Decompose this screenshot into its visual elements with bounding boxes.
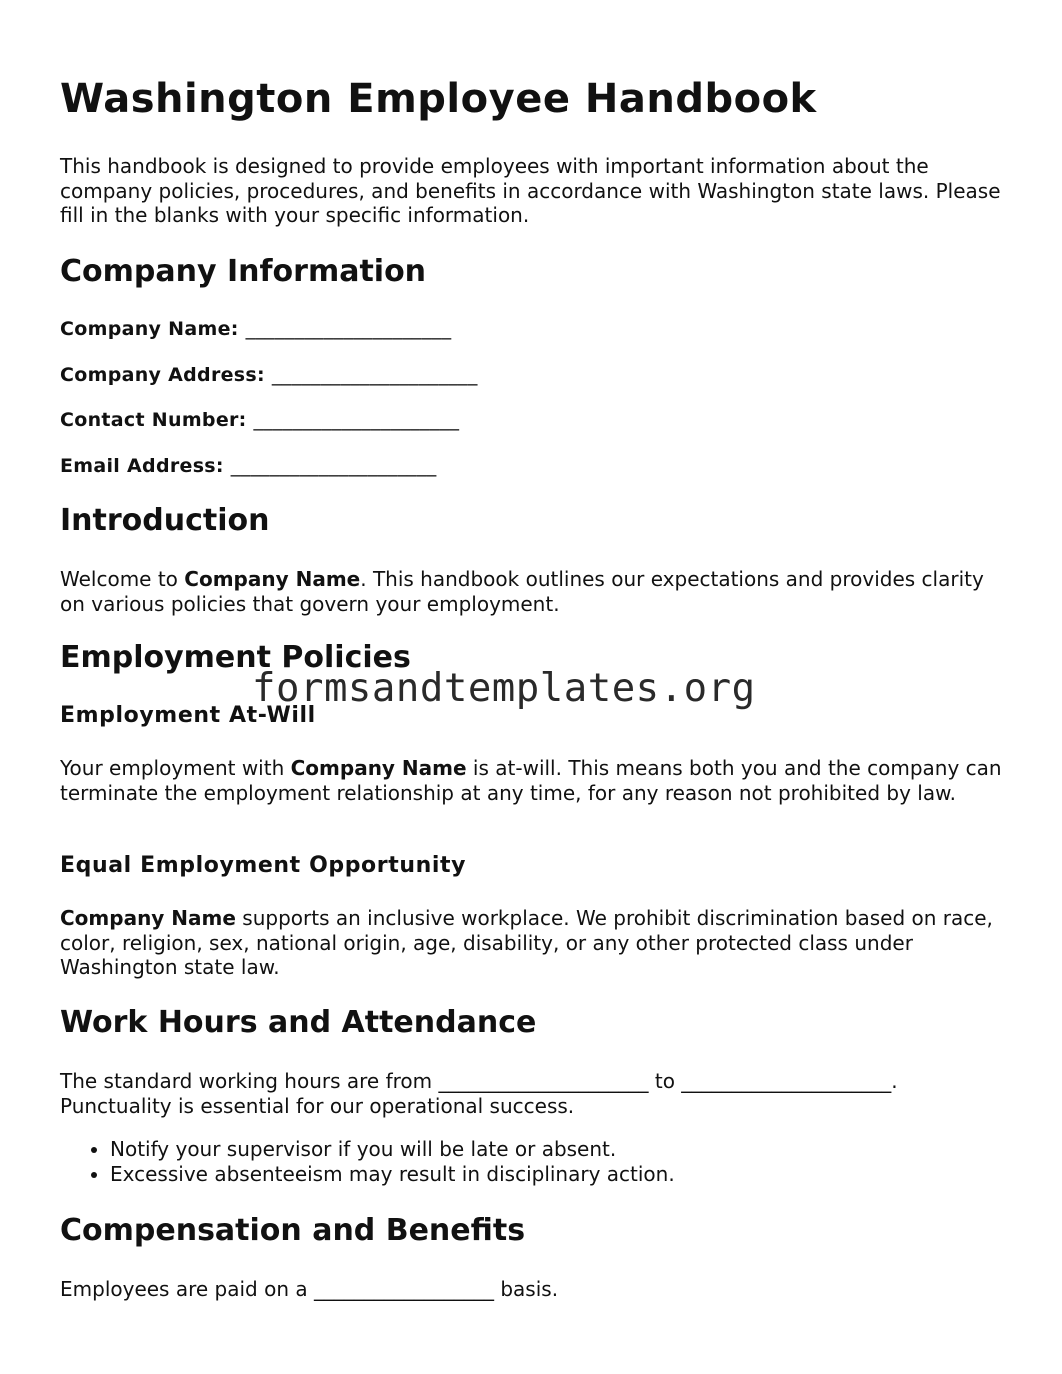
email-address-blank[interactable]: _____________________ — [230, 455, 437, 477]
company-address-label: Company Address: — [60, 364, 265, 386]
employment-at-will-heading: Employment At-Will — [60, 703, 316, 728]
work-hours-text-mid: to — [648, 1069, 682, 1093]
compensation-paragraph — [60, 1277, 1010, 1302]
pay-basis-blank[interactable]: __________________ — [313, 1277, 494, 1301]
company-name-ref: Company Name — [60, 906, 236, 930]
contact-number-field[interactable] — [60, 409, 459, 431]
eeo-heading: Equal Employment Opportunity — [60, 853, 467, 878]
company-name-label: Company Name: — [60, 318, 239, 340]
employment-policies-heading: Employment Policies — [60, 640, 411, 675]
at-will-text-pre: Your employment with — [60, 756, 291, 780]
eeo-paragraph — [60, 906, 1010, 980]
document-title: Washington Employee Handbook — [60, 76, 817, 122]
end-time-blank[interactable]: _____________________ — [681, 1069, 892, 1093]
attendance-list — [60, 1137, 675, 1186]
introduction-text-pre: Welcome to — [60, 567, 185, 591]
email-address-field[interactable] — [60, 455, 437, 477]
watermark: formsandtemplates.org — [252, 666, 756, 711]
company-name-ref: Company Name — [290, 756, 467, 780]
compensation-text-pre: Employees are paid on a — [60, 1277, 314, 1301]
work-hours-paragraph — [60, 1069, 1010, 1118]
work-hours-heading: Work Hours and Attendance — [60, 1005, 537, 1040]
company-information-heading: Company Information — [60, 254, 427, 289]
email-address-label: Email Address: — [60, 455, 224, 477]
company-name-ref: Company Name — [184, 567, 361, 591]
compensation-text-post: basis. — [493, 1277, 559, 1301]
company-address-field[interactable] — [60, 364, 478, 386]
intro-paragraph: This handbook is designed to provide employees with important information about the company policies, procedures, and benefits in accordance with Washington state laws. Please fill in the blanks with your specific information. — [60, 154, 1001, 227]
eeo-text-post: supports an inclusive workplace. We prohibit discrimination based on race, color, religion, sex, national origin, age, disability, or any other protected class under Washington state law. — [60, 906, 993, 979]
introduction-heading: Introduction — [60, 503, 270, 538]
list-item: • Excessive absenteeism may result in disciplinary action. — [110, 1162, 675, 1187]
start-time-blank[interactable]: _____________________ — [438, 1069, 649, 1093]
at-will-text-post: is at-will. This means both you and the company can terminate the employment relationship at any time, for any reason not prohibited by law. — [60, 756, 1002, 805]
contact-number-blank[interactable]: _____________________ — [253, 409, 460, 431]
list-item: • Notify your supervisor if you will be late or absent. — [110, 1137, 675, 1162]
company-address-blank[interactable]: _____________________ — [271, 364, 478, 386]
contact-number-label: Contact Number: — [60, 409, 247, 431]
work-hours-text-post: . Punctuality is essential for our operational success. — [60, 1069, 898, 1118]
introduction-text-post: . This handbook outlines our expectations and provides clarity on various policies that govern your employment. — [60, 567, 984, 616]
at-will-paragraph — [60, 756, 1010, 805]
compensation-heading: Compensation and Benefits — [60, 1213, 526, 1248]
company-name-blank[interactable]: _____________________ — [245, 318, 452, 340]
work-hours-text-pre: The standard working hours are from — [60, 1069, 439, 1093]
company-name-field[interactable] — [60, 318, 451, 340]
introduction-paragraph — [60, 567, 1010, 616]
